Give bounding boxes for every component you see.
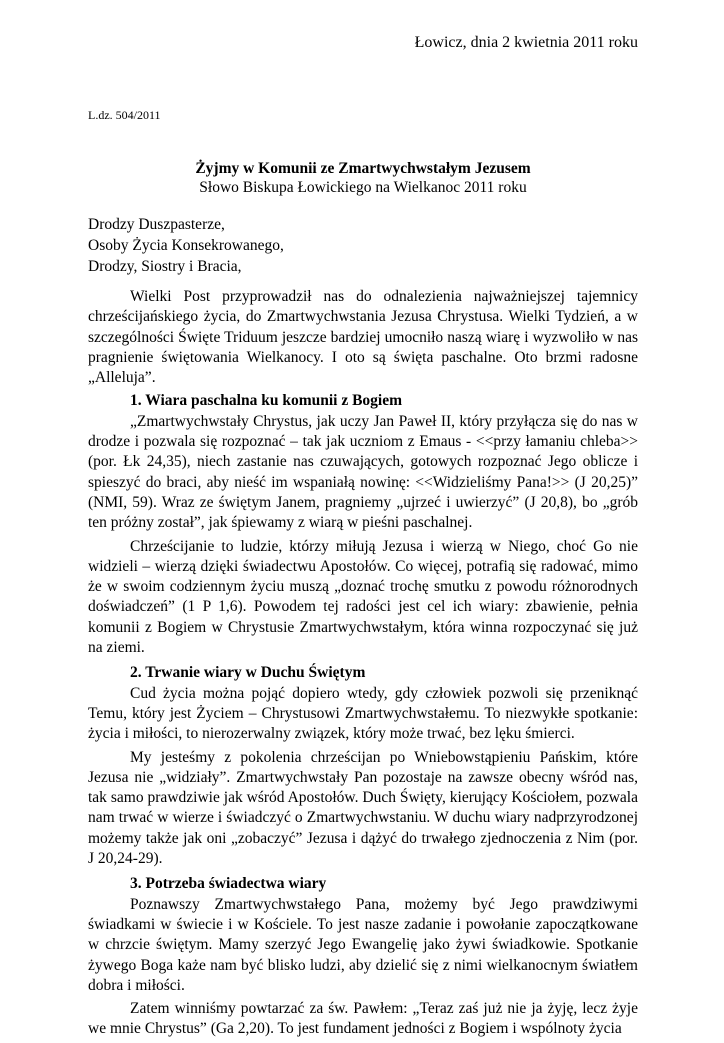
letter-body <box>88 287 638 1043</box>
letter-date: Łowicz, dnia 2 kwietnia 2011 roku <box>414 34 638 51</box>
greeting-line: Osoby Życia Konsekrowanego, <box>88 237 284 254</box>
body-paragraph: My jesteśmy z pokolenia chrześcijan po Wniebowstąpieniu Pańskim, które Jezusa nie „widziały”. Zmartwychwstały Pan pozostaje na zawsze obecny wśród nas, tak samo prawdziwie jak wśród Apostołów. Duch Święty, kierujący Kościołem, pozwala nam trwać w wierze i świadczyć o Zmartwychwstaniu. W duchu wiary nadprzyrodzonej możemy także jak oni „zobaczyć” Jezusa i dążyć do trwałego zjednoczenia z Nim (por. J 20,24-29). <box>88 748 638 868</box>
letter-title: Żyjmy w Komunii ze Zmartwychwstałym Jezusem <box>195 160 531 177</box>
body-paragraph: Chrześcijanie to ludzie, którzy miłują Jezusa i wierzą w Niego, choć Go nie widzieli – wierzą dzięki świadectwu Apostołów. Co więcej, potrafią się radować, mimo że w swoim codziennym życiu muszą „doznać trochę smutku z powodu różnorodnych doświadczeń” (1 P 1,6). Powodem tej radości jest cel ich wiary: zbawienie, pełnia komunii z Bogiem w Chrystusie Zmartwychwstałym, która winna rozpoczynać się już na ziemi. <box>88 537 638 657</box>
letter-heading <box>88 160 638 197</box>
section-heading: 1. Wiara paschalna ku komunii z Bogiem <box>130 392 403 410</box>
section-heading: 2. Trwanie wiary w Duchu Świętym <box>130 664 366 682</box>
reference-number: L.dz. 504/2011 <box>88 108 161 122</box>
body-paragraph: Poznawszy Zmartwychwstałego Pana, możemy być Jego prawdziwymi świadkami w świecie i w Kościele. To jest nasze zadanie i powołanie zapoczątkowane w chrzcie świętym. Mamy szerzyć Jego Ewangelię jako żywi świadkowie. Spotkanie żywego Boga każe nam być blisko ludzi, aby dzielić się z nimi wielkanocnym światłem dobra i miłości. <box>88 895 638 994</box>
greeting-line: Drodzy Duszpasterze, <box>88 216 225 233</box>
intro-paragraph: Wielki Post przyprowadził nas do odnalezienia najważniejszej tajemnicy chrześcijańskiego życia, do Zmartwychwstania Jezusa Chrystusa. Wielki Tydzień, a w szczególności Święte Triduum jeszcze bardziej umocniło naszą wiarę i wyzwoliło w nas pragnienie świętowania Wielkanocy. I oto są święta paschalne. Oto brzmi radosne „Alleluja”. <box>88 288 638 387</box>
body-paragraph: Zatem winniśmy powtarzać za św. Pawłem: „Teraz zaś już nie ja żyję, lecz żyje we mnie Chrystus” (Ga 2,20). To jest fundament jedności z Bogiem i wspólnoty życia <box>88 1000 638 1038</box>
greeting-line: Drodzy, Siostry i Bracia, <box>88 258 242 275</box>
body-paragraph: „Zmartwychwstały Chrystus, jak uczy Jan Paweł II, który przyłącza się do nas w drodze i pozwala się rozpoznać – tak jak uczniom z Emaus - <<przy łamaniu chleba>> (por. Łk 24,35), niech zastanie nas czuwających, gotowych rozpoznać Jego oblicze i spieszyć do braci, aby nieść im wspaniałą nowinę: <<Widzieliśmy Pana!>> (J 20,25)” (NMI, 59). Wraz ze świętym Janem, pragniemy „ujrzeć i uwierzyć” (J 20,8), bo „grób ten próżny został”, jak śpiewamy z wiarą w pieśni paschalnej. <box>88 412 638 532</box>
body-paragraph: Cud życia można pojąć dopiero wtedy, gdy człowiek pozwoli się przeniknąć Temu, który jest Życiem – Chrystusowi Zmartwychwstałemu. To niezwykłe spotkanie: życia i miłości, to nierozerwalny związek, który może trwać, bez lęku śmierci. <box>88 684 638 743</box>
letter-subtitle: Słowo Biskupa Łowickiego na Wielkanoc 2011 roku <box>199 179 527 196</box>
greeting-block <box>88 214 284 277</box>
section-heading: 3. Potrzeba świadectwa wiary <box>130 875 327 893</box>
